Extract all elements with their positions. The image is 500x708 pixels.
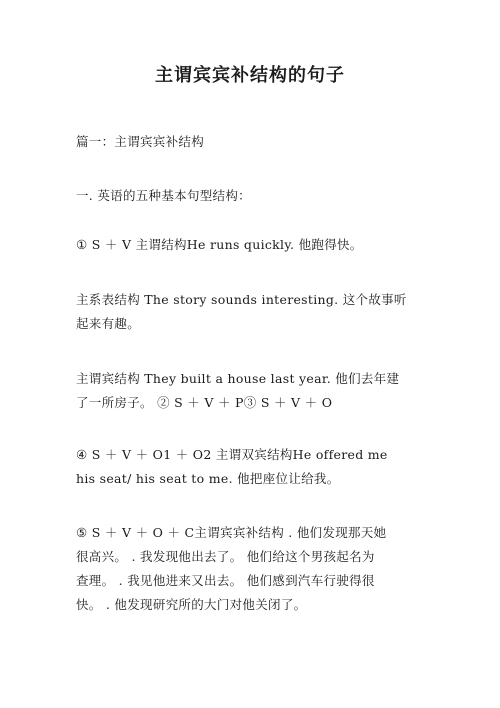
paragraph-line: 了一所房子。 ② S ＋ V ＋ P③ S ＋ V ＋ O xyxy=(76,395,333,410)
paragraph-line: 起来有趣。 xyxy=(76,316,141,331)
paragraph-1 xyxy=(76,130,428,154)
paragraph-5 xyxy=(76,367,428,415)
paragraph-line: ① S ＋ V 主谓结构He runs quickly. 他跑得快。 xyxy=(76,237,363,252)
paragraph-line: 很高兴。 . 我发现他出去了。 他们给这个男孩起名为 xyxy=(76,549,375,564)
paragraph-line: 主系表结构 The story sounds interesting. 这个故事听 xyxy=(76,292,407,307)
paragraph-7 xyxy=(76,521,428,617)
paragraph-line: 快。 . 他发现研究所的大门对他关闭了。 xyxy=(76,597,307,612)
paragraph-2 xyxy=(76,184,428,208)
paragraph-line: ⑤ S ＋ V ＋ O ＋ C主谓宾宾补结构 . 他们发现那天她 xyxy=(76,525,387,540)
paragraph-line: ④ S ＋ V ＋ O1 ＋ O2 主谓双宾结构He offered me xyxy=(76,447,388,462)
paragraph-line: 查理。 . 我见他进来又出去。 他们感到汽车行驶得很 xyxy=(76,573,375,588)
paragraph-line: 一. 英语的五种基本句型结构： xyxy=(76,188,251,203)
paragraph-6 xyxy=(76,443,428,491)
paragraph-line: 主谓宾结构 They built a house last year. 他们去年建 xyxy=(76,371,400,386)
paragraph-line: his seat/ his seat to me. 他把座位让给我。 xyxy=(76,471,340,486)
paragraph-line: 篇一：主谓宾宾补结构 xyxy=(76,134,205,149)
document-title: 主谓宾宾补结构的句子 xyxy=(155,65,345,86)
paragraph-3 xyxy=(76,233,428,257)
paragraph-4 xyxy=(76,288,428,336)
